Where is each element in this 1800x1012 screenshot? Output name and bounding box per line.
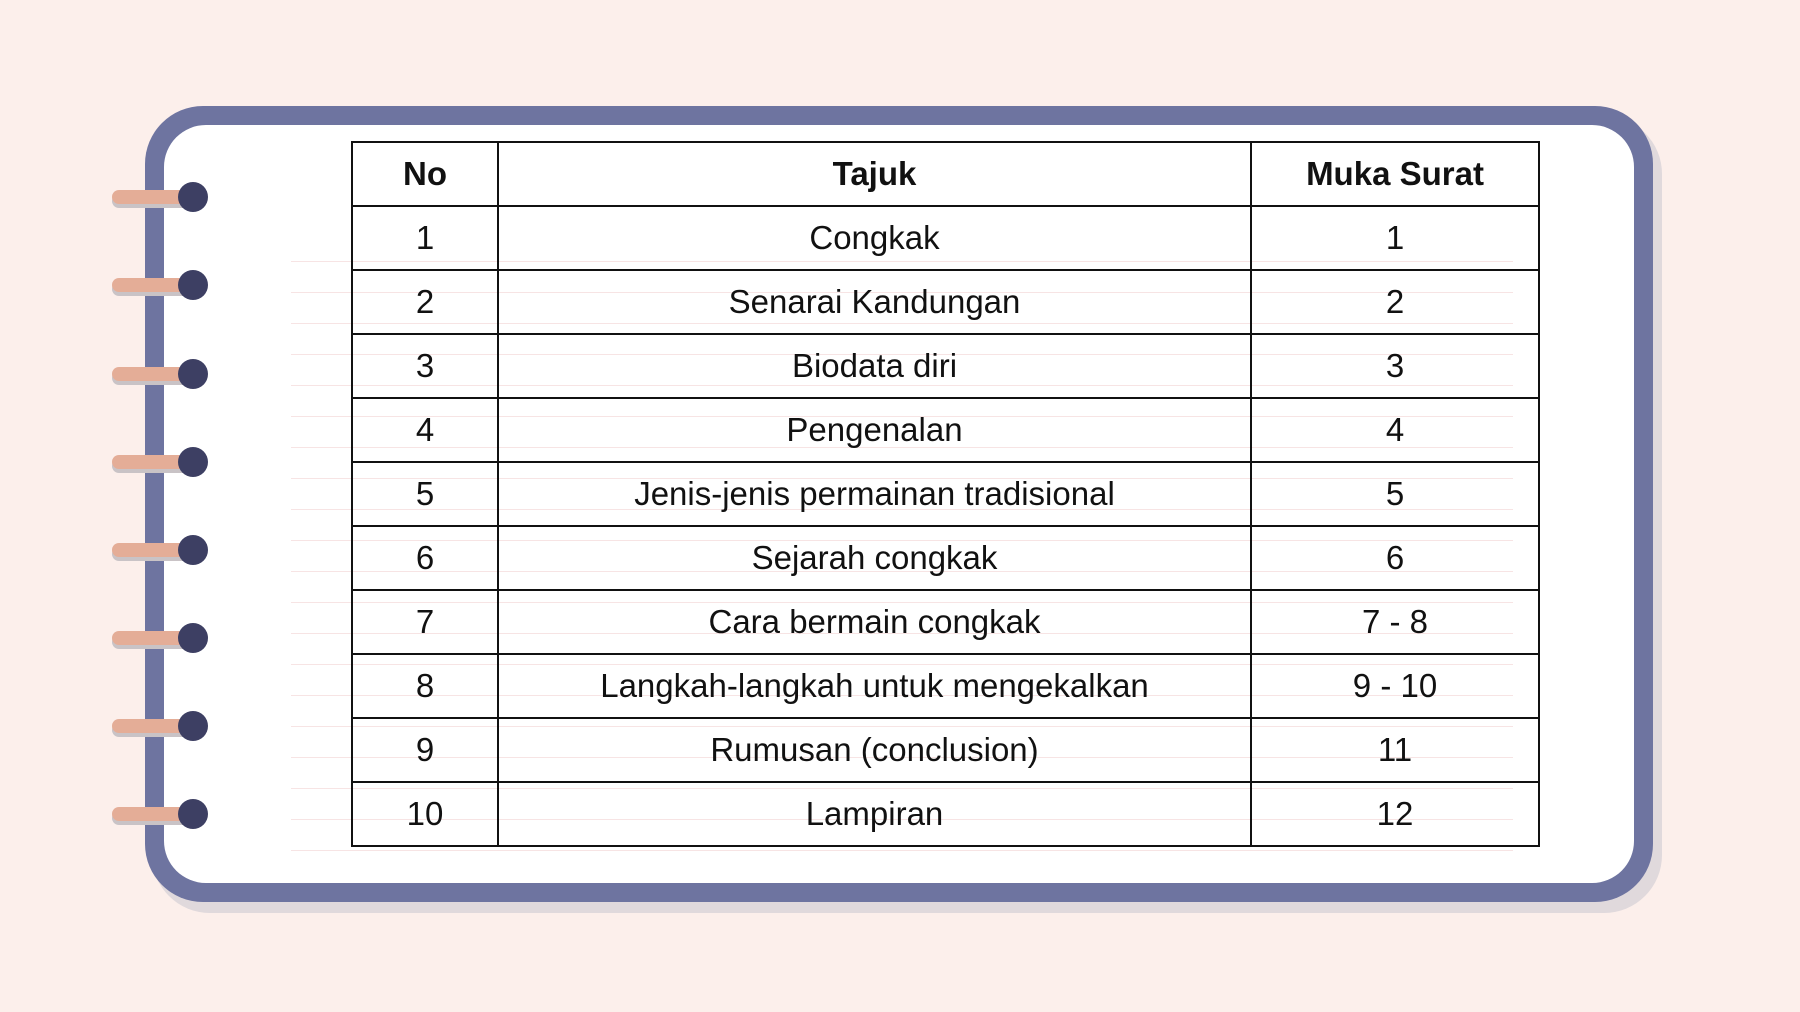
row-title: Cara bermain congkak — [498, 590, 1251, 654]
table-row — [352, 718, 1539, 782]
ring-hole — [178, 182, 208, 212]
table-row — [352, 526, 1539, 590]
binder-ring — [112, 270, 208, 302]
row-title: Jenis-jenis permainan tradisional — [498, 462, 1251, 526]
binder-ring — [112, 535, 208, 567]
ring-hole — [178, 359, 208, 389]
table-row — [352, 590, 1539, 654]
row-page: 7 - 8 — [1251, 590, 1539, 654]
table-of-contents — [351, 141, 1540, 847]
binder-ring — [112, 799, 208, 831]
row-page: 12 — [1251, 782, 1539, 846]
table-row — [352, 334, 1539, 398]
table-row — [352, 654, 1539, 718]
row-title: Senarai Kandungan — [498, 270, 1251, 334]
row-no: 6 — [352, 526, 498, 590]
table-row — [352, 462, 1539, 526]
table-row — [352, 782, 1539, 846]
binder-ring — [112, 359, 208, 391]
row-title: Langkah-langkah untuk mengekalkan — [498, 654, 1251, 718]
row-page: 5 — [1251, 462, 1539, 526]
binder-ring — [112, 623, 208, 655]
binder-ring — [112, 182, 208, 214]
table-row — [352, 206, 1539, 270]
row-no: 8 — [352, 654, 498, 718]
row-title: Biodata diri — [498, 334, 1251, 398]
row-page: 4 — [1251, 398, 1539, 462]
row-page: 11 — [1251, 718, 1539, 782]
table-row — [352, 270, 1539, 334]
row-page: 6 — [1251, 526, 1539, 590]
row-no: 9 — [352, 718, 498, 782]
table-header-row — [352, 142, 1539, 206]
row-page: 1 — [1251, 206, 1539, 270]
row-no: 3 — [352, 334, 498, 398]
ring-hole — [178, 535, 208, 565]
header-no: No — [352, 142, 498, 206]
ring-hole — [178, 711, 208, 741]
row-no: 2 — [352, 270, 498, 334]
row-no: 4 — [352, 398, 498, 462]
row-no: 1 — [352, 206, 498, 270]
row-title: Rumusan (conclusion) — [498, 718, 1251, 782]
row-title: Congkak — [498, 206, 1251, 270]
binder-ring — [112, 447, 208, 479]
row-no: 5 — [352, 462, 498, 526]
ring-hole — [178, 447, 208, 477]
ring-hole — [178, 799, 208, 829]
row-no: 7 — [352, 590, 498, 654]
row-title: Pengenalan — [498, 398, 1251, 462]
header-page: Muka Surat — [1251, 142, 1539, 206]
table-row — [352, 398, 1539, 462]
binder-ring — [112, 711, 208, 743]
row-page: 2 — [1251, 270, 1539, 334]
row-title: Sejarah congkak — [498, 526, 1251, 590]
row-title: Lampiran — [498, 782, 1251, 846]
row-page: 3 — [1251, 334, 1539, 398]
row-page: 9 - 10 — [1251, 654, 1539, 718]
ring-hole — [178, 270, 208, 300]
ring-hole — [178, 623, 208, 653]
row-no: 10 — [352, 782, 498, 846]
ruled-line — [291, 850, 1513, 851]
header-title: Tajuk — [498, 142, 1251, 206]
